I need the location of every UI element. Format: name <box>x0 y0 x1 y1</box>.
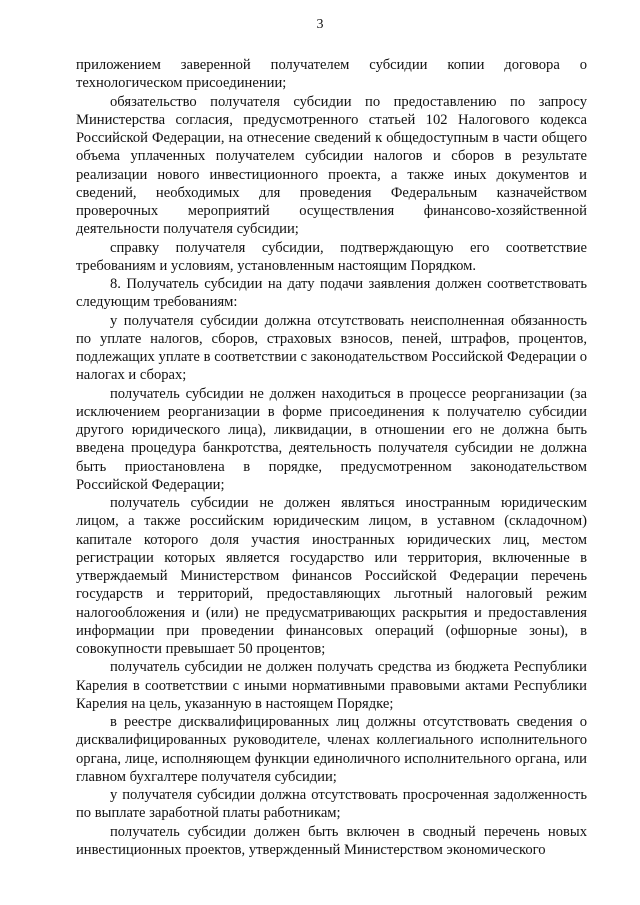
paragraph-attachment-contract: приложением заверенной получателем субсидии копии договора о технологическом присоединении; <box>76 57 587 92</box>
paragraph-no-wage-arrears: у получателя субсидии должна отсутствовать просроченная задолженность по выплате заработной платы работникам; <box>76 787 587 822</box>
paragraph-no-tax-debt: у получателя субсидии должна отсутствовать неисполненная обязанность по уплате налогов, сборов, страховых взносов, пеней, штрафов, процентов, подлежащих уплате в соответствии с законодательством Российской Федерации о налогах и сборах; <box>76 312 587 384</box>
page-number: 3 <box>316 17 324 32</box>
paragraph-compliance-certificate: справку получателя субсидии, подтверждающую его соответствие требованиям и условиям, установленным настоящим Порядком. <box>76 239 587 274</box>
paragraph-no-other-funds: получатель субсидии не должен получать средства из бюджета Республики Карелия в соответствии с иными нормативными правовыми актами Республики Карелия на цель, указанную в настоящем Порядке; <box>76 659 587 712</box>
paragraph-no-reorganization: получатель субсидии не должен находиться в процессе реорганизации (за исключением реорганизации в форме присоединения к получателю субсидии другого юридического лица), ликвидации, в отношении его не должна быть введена процедура банкротства, деятельность получателя субсидии не должна быть приостановлена в порядке, предусмотренном законодательством Российской Федерации; <box>76 385 587 493</box>
paragraph-disqualified-registry: в реестре дисквалифицированных лиц должны отсутствовать сведения о дисквалифицированных руководителе, членах коллегиального исполнительного органа, лице, исполняющем функции единоличного исполнительного органа, или главном бухгалтере получателя субсидии; <box>76 714 587 785</box>
paragraph-no-foreign-entity: получатель субсидии не должен являться иностранным юридическим лицом, а также российским юридическим лицом, в уставном (складочном) капитале которого доля участия иностранных юридических лиц, местом регистрации которых является государство или территория, включенные в утверждаемый Министерством финансов Российской Федерации перечень государств и территорий, предоставляющих льготный налоговый режим налогообложения и (или) не предусматривающих раскрытия и предоставления информации при проведении финансовых операций (офшорные зоны), в совокупности превышает 50 процентов; <box>76 495 587 657</box>
paragraph-consent-obligation: обязательство получателя субсидии по предоставлению по запросу Министерства согласия, предусмотренного статьей 102 Налогового кодекса Российской Федерации, на отнесение сведений к общедоступным в части общего объема уплаченных получателем субсидии налогов и сборов в результате реализации нового инвестиционного проекта, а также иных документов и сведений, необходимых для проведения Федеральным казначейством проверочных мероприятий осуществления финансово-хозяйственной деятельности получателя субсидии; <box>76 93 587 238</box>
document-body <box>76 56 587 859</box>
paragraph-investment-list: получатель субсидии должен быть включен в сводный перечень новых инвестиционных проектов, утвержденный Министерством экономического <box>76 823 587 858</box>
paragraph-requirements-heading: 8. Получатель субсидии на дату подачи заявления должен соответствовать следующим требованиям: <box>76 276 587 311</box>
